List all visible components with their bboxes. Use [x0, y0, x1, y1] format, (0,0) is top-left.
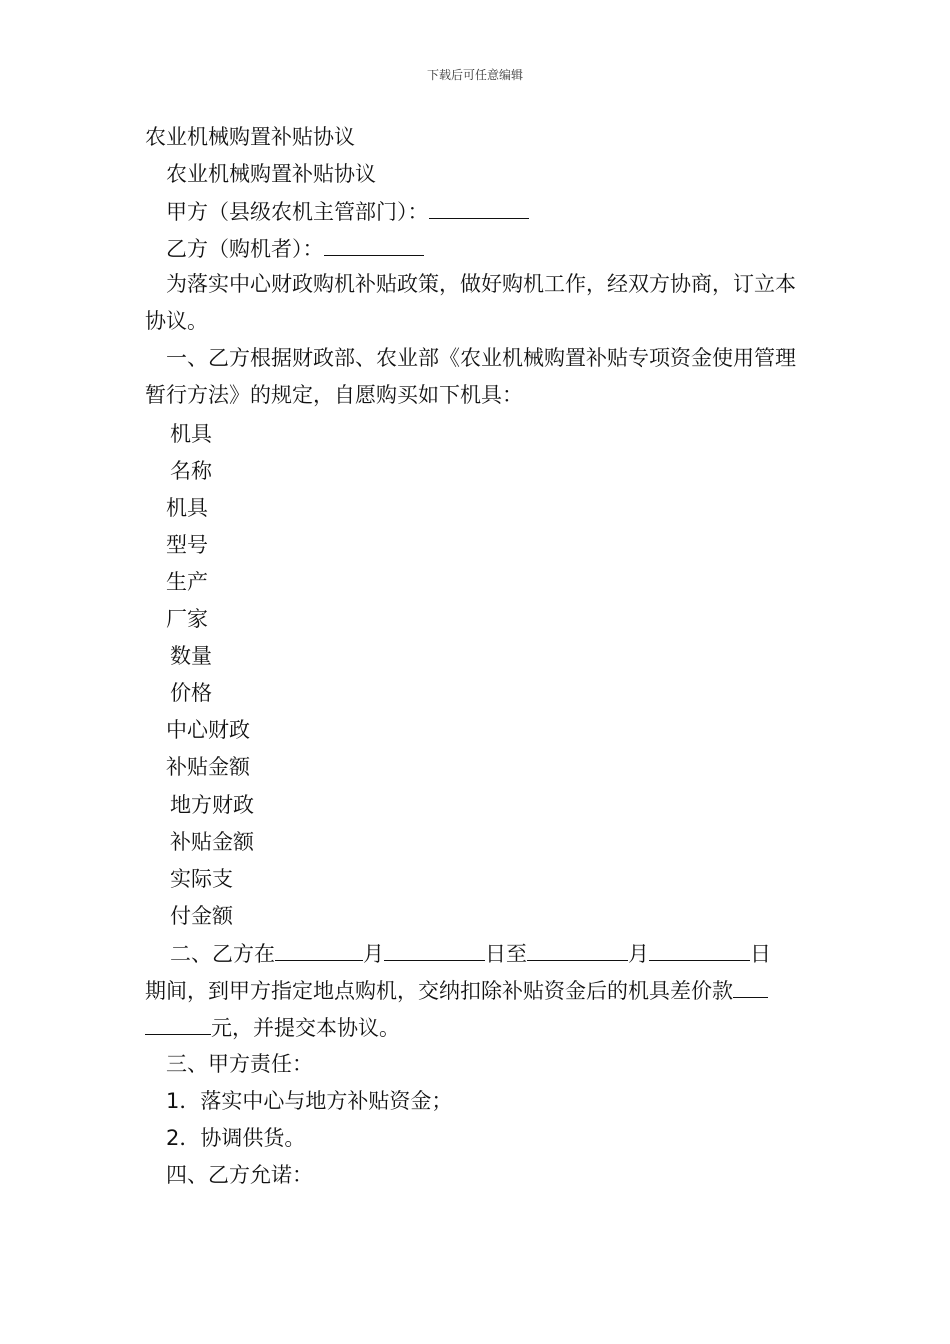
- party-a-blank[interactable]: [429, 198, 529, 219]
- header-note: 下载后可任意编辑: [426, 68, 523, 82]
- clause-2-line-2: [145, 977, 768, 1004]
- table-field: 价格: [170, 681, 212, 705]
- start-month-blank[interactable]: [275, 940, 363, 961]
- table-field: 付金额: [170, 904, 233, 928]
- table-field: 补贴金额: [166, 755, 250, 779]
- clause-4-title: 四、乙方允诺：: [166, 1163, 313, 1187]
- clause-3-item-2: 2．协调供货。: [166, 1126, 306, 1150]
- clause-1-paragraph: 一、乙方根据财政部、农业部《农业机械购置补贴专项资金使用管理暂行方法》的规定，自愿购买如下机具：: [145, 346, 796, 407]
- agreement-heading: 农业机械购置补贴协议: [166, 162, 376, 186]
- end-day-blank[interactable]: [649, 940, 750, 961]
- clause-3-title: 三、甲方责任：: [166, 1052, 313, 1076]
- price-difference-blank[interactable]: [733, 977, 768, 998]
- intro-paragraph: 为落实中心财政购机补贴政策，做好购机工作，经双方协商，订立本协议。: [145, 272, 796, 333]
- party-a-line: [166, 198, 529, 225]
- clause-2-text: 期间，到甲方指定地点购机，交纳扣除补贴资金后的机具差价款: [145, 979, 733, 1003]
- table-field: 机具: [166, 496, 208, 520]
- table-field: 生产: [166, 570, 208, 594]
- table-field: 名称: [170, 459, 212, 483]
- document-title: 农业机械购置补贴协议: [145, 125, 355, 149]
- clause-2-suffix: 元，并提交本协议。: [211, 1016, 400, 1040]
- month-label: 月: [628, 942, 649, 966]
- party-b-label: 乙方（购机者）：: [166, 237, 324, 261]
- end-month-blank[interactable]: [527, 940, 628, 961]
- party-b-line: [166, 235, 424, 262]
- day-to-label: 日至: [485, 942, 527, 966]
- month-label: 月: [363, 942, 384, 966]
- table-field: 型号: [166, 533, 208, 557]
- start-day-blank[interactable]: [384, 940, 485, 961]
- table-field: 地方财政: [170, 793, 254, 817]
- table-field: 中心财政: [166, 718, 250, 742]
- table-field: 机具: [170, 422, 212, 446]
- party-b-blank[interactable]: [324, 235, 424, 256]
- table-field: 补贴金额: [170, 830, 254, 854]
- table-field: 实际支: [170, 867, 233, 891]
- clause-2-prefix: 二、乙方在: [170, 942, 275, 966]
- table-field: 厂家: [166, 607, 208, 631]
- clause-2-line-1: [170, 940, 771, 967]
- party-a-label: 甲方（县级农机主管部门）：: [166, 200, 429, 224]
- clause-3-item-1: 1．落实中心与地方补贴资金；: [166, 1089, 453, 1113]
- day-label: 日: [750, 942, 771, 966]
- table-field: 数量: [170, 644, 212, 668]
- clause-2-line-3: [145, 1014, 400, 1041]
- price-difference-blank-cont[interactable]: [145, 1014, 211, 1035]
